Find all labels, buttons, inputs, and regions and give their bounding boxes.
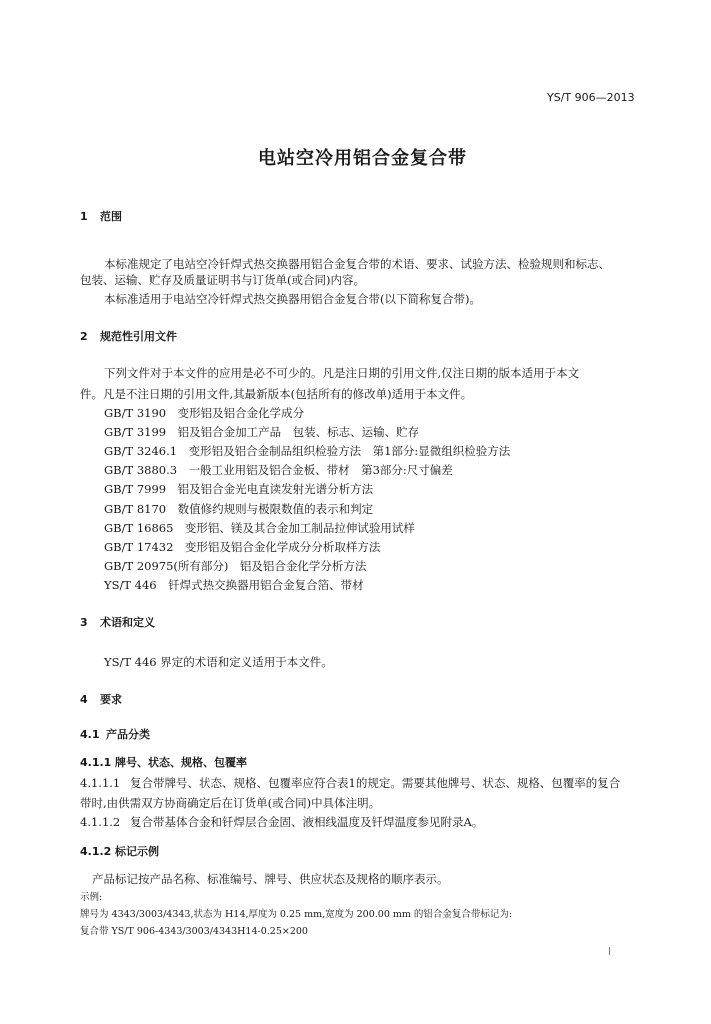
- section-4-1-heading: 产品分类: [106, 728, 150, 741]
- example-line-1: 牌号为 4343/3003/4343,状态为 H14,厚度为 0.25 mm,宽度为 200.00 mm 的铝合金复合带标记为:: [80, 909, 513, 920]
- section-1-heading: 范围: [100, 210, 122, 223]
- reference-item: GB/T 7999 铝及铝合金光电直读发射光谱分析方法: [104, 482, 374, 496]
- section-4-1-2-number: 4.1.2: [80, 845, 112, 858]
- section-2-heading: 规范性引用文件: [100, 330, 177, 343]
- document-title: 电站空冷用铝合金复合带: [258, 148, 467, 169]
- reference-item: GB/T 3199 铝及铝合金加工产品 包装、标志、运输、贮存: [104, 425, 420, 439]
- clause-4-1-1-1-number: 4.1.1.1: [80, 776, 121, 790]
- section-3-para-1: YS/T 446 界定的术语和定义适用于本文件。: [104, 655, 333, 669]
- reference-item: GB/T 3246.1 变形铝及铝合金制品组织检验方法 第1部分:显微组织检验方法: [104, 444, 511, 458]
- section-2-para-1: 下列文件对于本文件的应用是必不可少的。凡是注日期的引用文件,仅注日期的版本适用于本文: [104, 366, 580, 380]
- section-4-number: 4: [80, 693, 88, 706]
- reference-item: GB/T 16865 变形铝、镁及其合金加工制品拉伸试验用试样: [104, 521, 415, 535]
- section-3-heading: 术语和定义: [100, 616, 155, 629]
- section-1-para-1: 本标准规定了电站空冷钎焊式热交换器用铝合金复合带的术语、要求、试验方法、检验规则和标志、: [104, 257, 610, 271]
- section-4-1-2-heading: 标记示例: [115, 845, 159, 858]
- standard-number: YS/T 906—2013: [547, 91, 635, 104]
- clause-4-1-1-1-text-cont: 带时,由供需双方协商确定后在订货单(或合同)中具体注明。: [80, 796, 381, 810]
- section-1-para-2: 本标准适用于电站空冷钎焊式热交换器用铝合金复合带(以下简称复合带)。: [104, 292, 481, 306]
- section-4-1-number: 4.1: [80, 728, 100, 741]
- section-4-1-1-number: 4.1.1: [80, 756, 112, 769]
- scan-mark: [609, 947, 610, 955]
- section-2-number: 2: [80, 330, 88, 343]
- reference-item: GB/T 8170 数值修约规则与极限数值的表示和判定: [104, 502, 374, 516]
- reference-item: GB/T 20975(所有部分) 铝及铝合金化学分析方法: [104, 559, 367, 573]
- section-4-1-2-para: 产品标记按产品名称、标准编号、牌号、供应状态及规格的顺序表示。: [92, 872, 449, 886]
- clause-4-1-1-1-text: 复合带牌号、状态、规格、包覆率应符合表1的规定。需要其他牌号、状态、规格、包覆率的复合: [130, 776, 621, 790]
- reference-item: GB/T 3880.3 一般工业用铝及铝合金板、带材 第3部分:尺寸偏差: [104, 463, 453, 477]
- section-1-para-1-cont: 包装、运输、贮存及质量证明书与订货单(或合同)内容。: [80, 273, 365, 287]
- clause-4-1-1-2-text: 复合带基体合金和钎焊层合金固、液相线温度及钎焊温度参见附录A。: [130, 815, 484, 829]
- section-2-para-1-cont: 件。凡是不注日期的引用文件,其最新版本(包括所有的修改单)适用于本文件。: [80, 387, 473, 401]
- section-3-number: 3: [80, 616, 88, 629]
- section-4-1-1-heading: 牌号、状态、规格、包覆率: [115, 756, 247, 769]
- reference-item: GB/T 17432 变形铝及铝合金化学成分分析取样方法: [104, 540, 381, 554]
- example-line-2: 复合带 YS/T 906-4343/3003/4343H14-0.25×200: [80, 926, 308, 937]
- section-1-number: 1: [80, 210, 88, 223]
- section-4-heading: 要求: [100, 693, 122, 706]
- example-label: 示例:: [80, 892, 103, 903]
- reference-item: YS/T 446 钎焊式热交换器用铝合金复合箔、带材: [104, 578, 364, 592]
- clause-4-1-1-2-number: 4.1.1.2: [80, 815, 121, 829]
- reference-item: GB/T 3190 变形铝及铝合金化学成分: [104, 406, 305, 420]
